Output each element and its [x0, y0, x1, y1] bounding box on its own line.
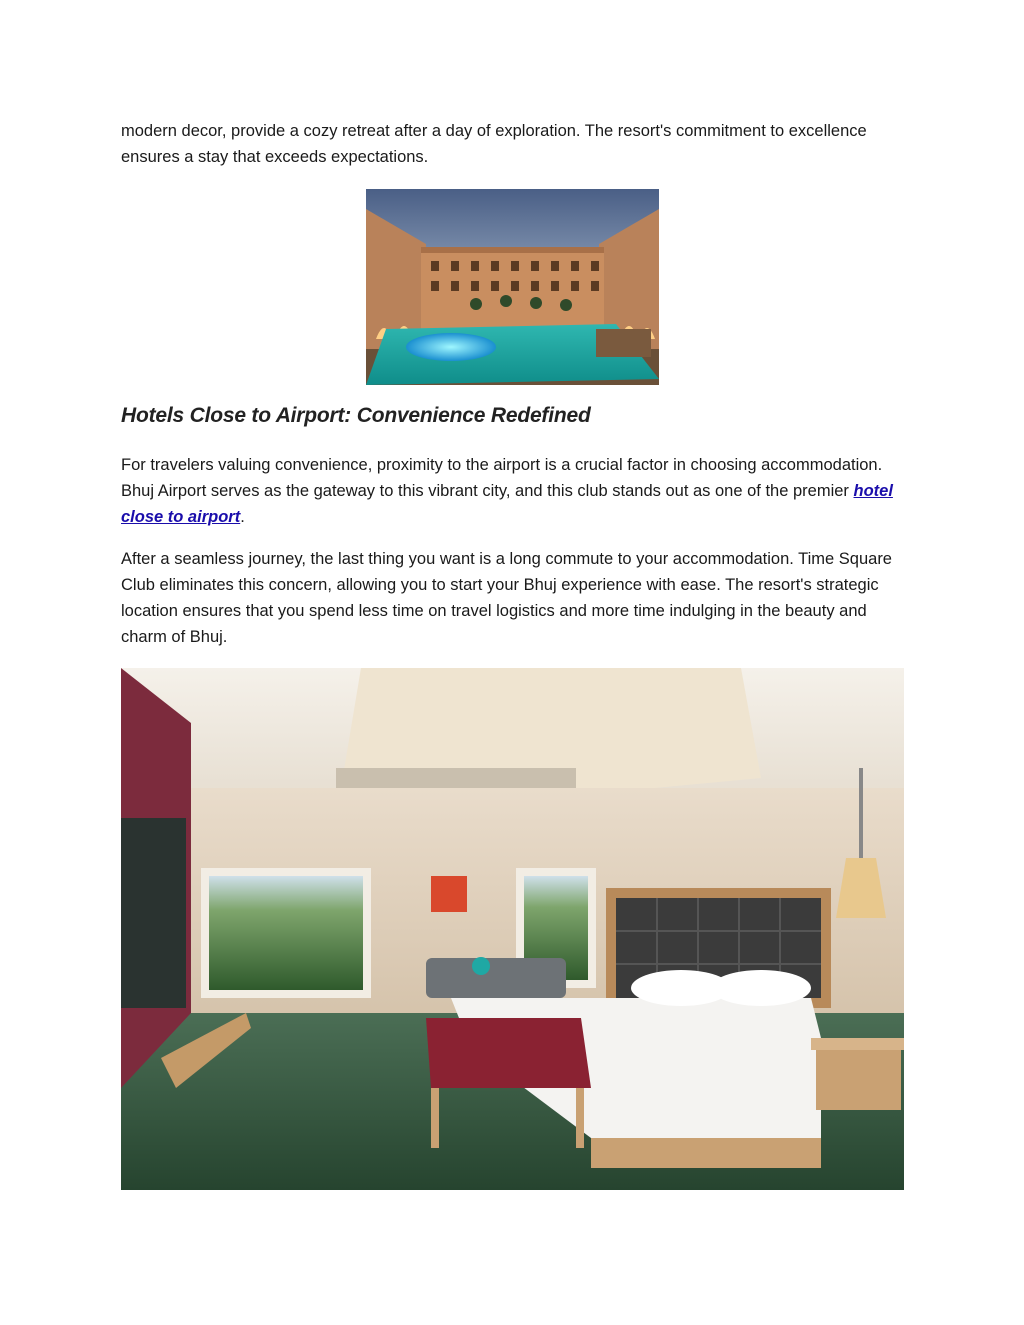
intro-paragraph: modern decor, provide a cozy retreat after a day of exploration. The resort's commitment to excellence ensures a stay that exceeds expectations.: [121, 122, 867, 166]
hotel-close-to-airport-link[interactable]: hotel close to airport: [121, 482, 893, 526]
resort-pool-image: [366, 189, 659, 385]
airport-paragraph-end: .: [240, 508, 245, 526]
airport-paragraph: [121, 452, 904, 530]
commute-paragraph: After a seamless journey, the last thing you want is a long commute to your accommodation. Time Square Club eliminates this concern, allowing you to start your Bhuj experience with ease. The resort's strategic location ensures that you spend less time on travel logistics and more time indulging in the beauty and charm of Bhuj.: [121, 550, 892, 646]
hotel-room-image: [121, 668, 904, 1190]
airport-paragraph-text: For travelers valuing convenience, proximity to the airport is a crucial factor in choosing accommodation. Bhuj Airport serves as the gateway to this vibrant city, and this club stands out as one of the premier: [121, 456, 883, 500]
resort-pool-illustration: [366, 189, 659, 385]
section-heading: Hotels Close to Airport: Convenience Redefined: [121, 404, 591, 427]
hotel-room-illustration: [121, 668, 904, 1190]
